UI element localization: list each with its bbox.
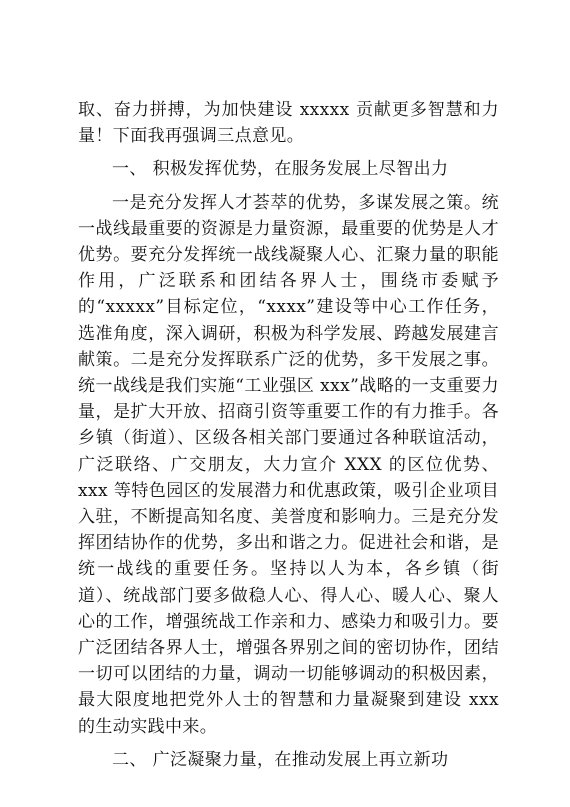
section-heading-1: 一、 积极发挥优势，在服务发展上尽智出力	[112, 159, 449, 180]
section-heading-2: 二、 广泛凝聚力量，在推动发展上再立新功	[112, 749, 449, 770]
paragraph-intro-continuation: 取、奋力拼搏，为加快建设 xxxxx 贡献更多智慧和力量！下面我再强调三点意见。	[78, 100, 499, 147]
document-page	[78, 97, 499, 773]
paragraph-section-1-body: 一是充分发挥人才荟萃的优势，多谋发展之策。统一战线最重要的资源是力量资源，最重要的优势是人才优势。要充分发挥统一战线凝聚人心、汇聚力量的职能作用，广泛联系和团结各界人士，围绕市委赋予的“xxxxx”目标定位，“xxxx”建设等中心工作任务，选准角度，深入调研，积极为科学发展、跨越发展建言献策。二是充分发挥联系广泛的优势，多干发展之事。统一战线是我们实施“工业强区 xxx”战略的一支重要力量，是扩大开放、招商引资等重要工作的有力推手。各乡镇（街道）、区级各相关部门要通过各种联谊活动，广泛联络、广交朋友，大力宣介 XXX 的区位优势、xxx 等特色园区的发展潜力和优惠政策，吸引企业项目入驻，不断提高知名度、美誉度和影响力。三是充分发挥团结协作的优势，多出和谐之力。促进社会和谐，是统一战线的重要任务。坚持以人为本，各乡镇（街道）、统战部门要多做稳人心、得人心、暖人心、聚人心的工作，增强统战工作亲和力、感染力和吸引力。要广泛团结各界人士，增强各界别之间的密切协作，团结一切可以团结的力量，调动一切能够调动的积极因素，最大限度地把党外人士的智慧和力量凝聚到建设 xxx 的生动实践中来。	[78, 192, 499, 737]
